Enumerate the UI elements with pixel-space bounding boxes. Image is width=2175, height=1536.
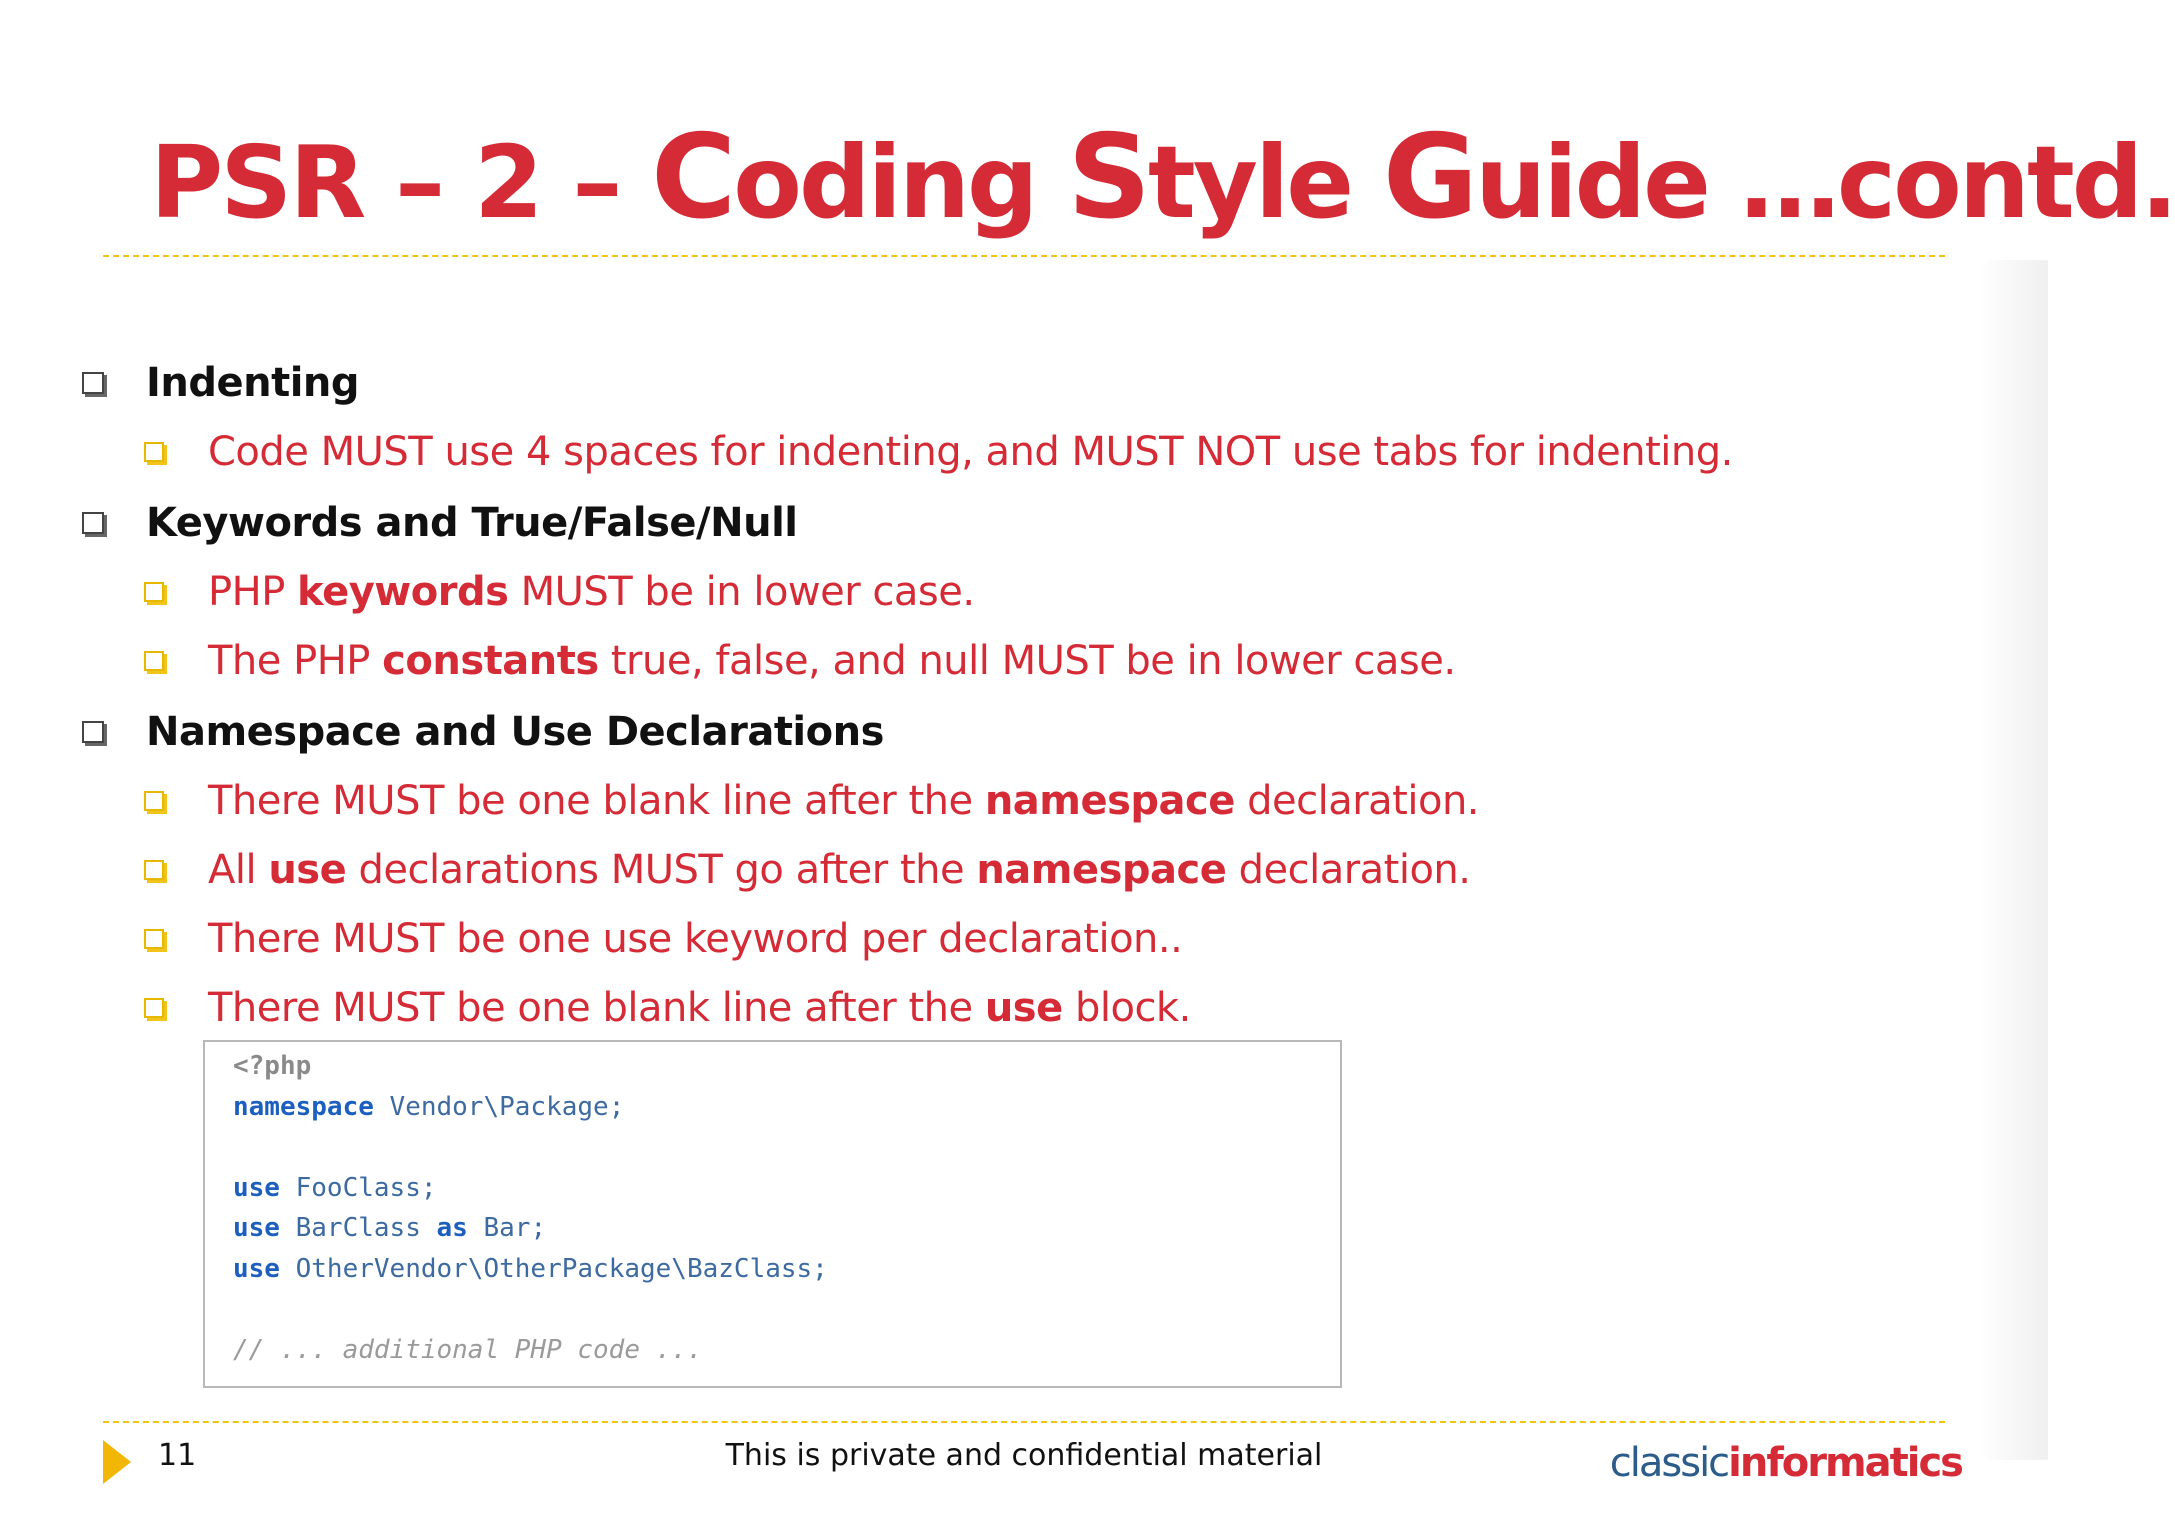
title-part: G <box>1382 110 1476 245</box>
bullet-text-bold: use <box>984 985 1063 1031</box>
code-line <box>233 1087 1340 1128</box>
title-part: oding <box>733 124 1068 241</box>
square-bullet-icon <box>144 582 164 602</box>
bullet-text-bold: namespace <box>976 847 1227 893</box>
bullet-text-segment: declaration. <box>1226 847 1471 893</box>
square-bullet-icon <box>82 512 104 534</box>
bullet-item <box>140 847 1471 893</box>
bullet-item <box>140 429 1733 475</box>
bullet-text-segment: There MUST be one blank line after the <box>208 778 985 824</box>
section-heading-text: Indenting <box>146 360 360 406</box>
code-keyword: as <box>436 1213 468 1243</box>
bullet-text-bold: namespace <box>984 778 1235 824</box>
code-line <box>233 1249 1340 1290</box>
code-identifier: Bar; <box>467 1213 547 1243</box>
bullet-text-segment: There MUST be one blank line after the <box>208 985 985 1031</box>
footer-divider <box>103 1421 1945 1423</box>
code-identifier: BarClass <box>279 1213 437 1243</box>
code-line <box>233 1046 1340 1087</box>
bullet-text-segment: block. <box>1062 985 1191 1031</box>
bullet-text: There MUST be one use keyword per declaration.. <box>208 916 1183 962</box>
bullet-text <box>208 638 1456 684</box>
logo-text-light: classic <box>1609 1440 1729 1486</box>
bullet-text <box>208 985 1191 1031</box>
code-identifier: FooClass; <box>279 1172 437 1203</box>
code-blank-line <box>233 1289 1340 1330</box>
bullet-item <box>140 638 1456 684</box>
bullet-text: Code MUST use 4 spaces for indenting, and MUST NOT use tabs for indenting. <box>208 429 1733 475</box>
bullet-text-segment: PHP <box>208 569 298 615</box>
bullet-text-segment: declaration. <box>1234 778 1480 824</box>
code-blank-line <box>233 1127 1340 1168</box>
bullet-text <box>208 847 1471 893</box>
bullet-item <box>140 985 1191 1031</box>
bullet-item <box>140 569 975 615</box>
section-heading-namespace <box>78 709 884 755</box>
square-bullet-icon <box>144 929 164 949</box>
code-example <box>203 1040 1342 1388</box>
code-keyword: use <box>233 1253 280 1284</box>
square-bullet-icon <box>144 998 164 1018</box>
square-bullet-icon <box>82 721 104 743</box>
square-bullet-icon <box>144 442 164 462</box>
square-bullet-icon <box>144 651 164 671</box>
title-part: S <box>1067 110 1148 245</box>
bullet-text-bold: keywords <box>297 569 509 615</box>
section-heading-text: Namespace and Use Declarations <box>146 709 884 755</box>
bullet-text <box>208 778 1479 824</box>
code-line <box>233 1208 1340 1249</box>
bullet-text-bold: use <box>268 847 347 893</box>
title-part: PSR – 2 – <box>150 124 652 241</box>
bullet-text-segment: declarations MUST go after the <box>346 847 977 893</box>
code-identifier: OtherVendor\OtherPackage\BazClass; <box>279 1253 828 1284</box>
title-part: tyle <box>1148 124 1383 241</box>
code-line <box>233 1168 1340 1209</box>
title-divider <box>103 255 1945 257</box>
confidential-notice: This is private and confidential material <box>725 1438 1323 1473</box>
bullet-item <box>140 916 1182 962</box>
bullet-text-segment: All <box>208 847 269 893</box>
bullet-text-segment: The PHP <box>208 638 383 684</box>
bullet-text-segment: true, false, and null MUST be in lower case. <box>598 638 1456 684</box>
code-identifier: Vendor\Package; <box>373 1091 625 1122</box>
square-bullet-icon <box>82 372 104 394</box>
code-keyword: use <box>233 1213 280 1243</box>
bullet-item <box>140 778 1479 824</box>
section-heading-keywords <box>78 500 798 546</box>
title-part: C <box>651 110 734 245</box>
square-bullet-icon <box>144 860 164 880</box>
company-logo <box>1610 1440 1962 1486</box>
code-line <box>233 1330 1340 1371</box>
code-comment: // ... additional PHP code ... <box>233 1334 703 1365</box>
code-keyword: use <box>233 1172 280 1203</box>
slide-title <box>150 110 2175 245</box>
square-bullet-icon <box>144 791 164 811</box>
section-heading-text: Keywords and True/False/Null <box>146 500 798 546</box>
page-number: 11 <box>158 1438 197 1473</box>
code-php-open-tag: <?php <box>233 1051 312 1081</box>
code-keyword: namespace <box>233 1091 374 1122</box>
logo-text-bold: informatics <box>1728 1440 1962 1486</box>
bullet-text-bold: constants <box>382 638 599 684</box>
bullet-text <box>208 569 975 615</box>
bullet-text-segment: MUST be in lower case. <box>508 569 975 615</box>
section-heading-indenting <box>78 360 359 406</box>
title-part: uide …contd. <box>1475 124 2175 241</box>
